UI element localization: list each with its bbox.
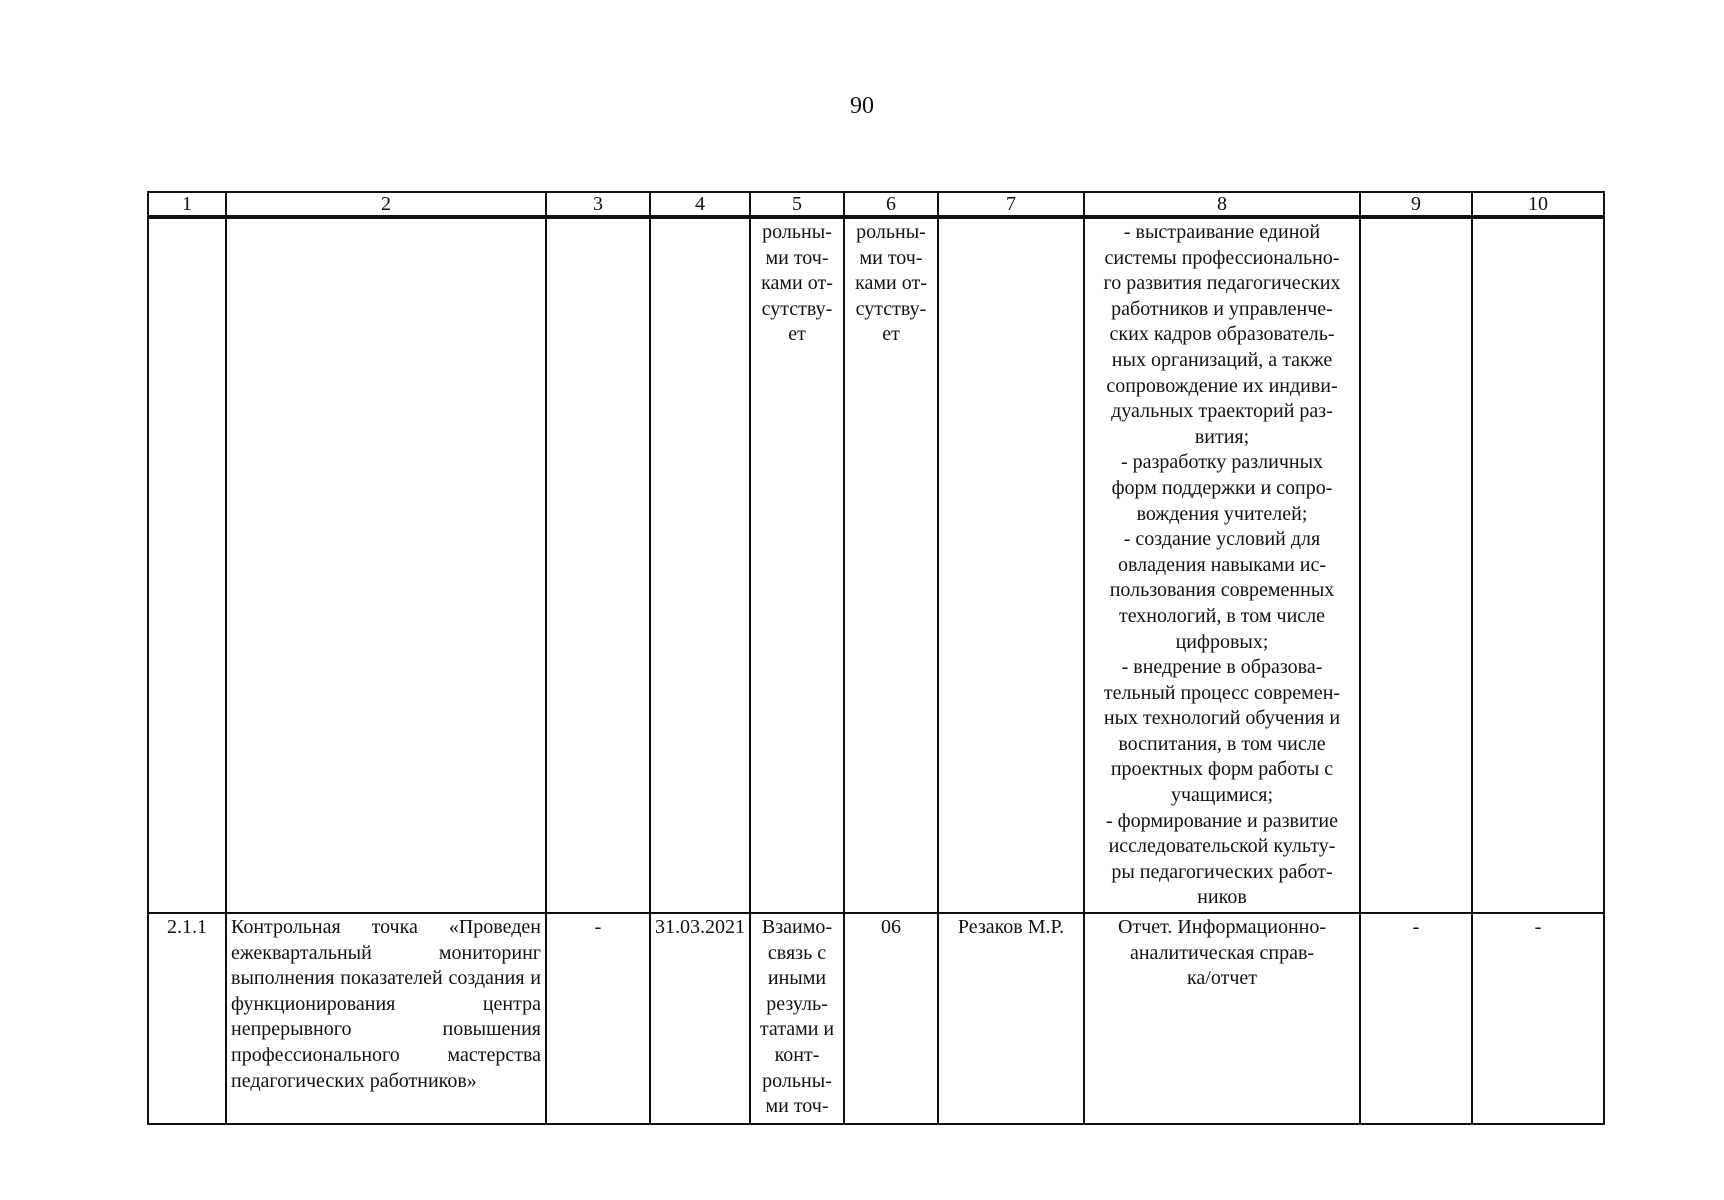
column-number-header: 1 [148, 192, 226, 217]
table-cell [650, 217, 750, 913]
table-cell [938, 217, 1084, 913]
table-cell: рольны- ми точ- ками от- сутству- ет [844, 217, 938, 913]
column-number-header: 4 [650, 192, 750, 217]
table-header-row [148, 192, 1604, 217]
column-number-header: 2 [226, 192, 546, 217]
table-cell: рольны- ми точ- ками от- сутству- ет [750, 217, 844, 913]
table-cell: - [1360, 913, 1472, 1124]
table-cell: 2.1.1 [148, 913, 226, 1124]
table-cell [1360, 217, 1472, 913]
table-cell: - [1472, 913, 1604, 1124]
column-number-header: 7 [938, 192, 1084, 217]
table-cell: - [546, 913, 650, 1124]
column-number-header: 10 [1472, 192, 1604, 217]
table-cell: Отчет. Информационно- аналитическая справ- ка/отчет [1084, 913, 1360, 1124]
table-cell [148, 217, 226, 913]
data-table [147, 191, 1605, 1125]
table-cell: Взаимо- связь с иными резуль- татами и конт- рольны- ми точ- [750, 913, 844, 1124]
table-row [148, 217, 1604, 913]
table-cell [1472, 217, 1604, 913]
table-row [148, 913, 1604, 1124]
column-number-header: 3 [546, 192, 650, 217]
table-cell [226, 217, 546, 913]
table-cell: 06 [844, 913, 938, 1124]
table-cell: Резаков М.Р. [938, 913, 1084, 1124]
table-cell: Контрольная точка «Проведен ежеквартальный мониторинг выполнения показателей создания и функционирования центра непрерывного повышения профессионального мастерства педагогических работников» [226, 913, 546, 1124]
table-cell [546, 217, 650, 913]
column-number-header: 5 [750, 192, 844, 217]
table-cell: - выстраивание единой системы профессионально- го развития педагогических работников и управленче- ских кадров образователь- ных организаций, а также сопровождение их индиви- дуальных траекторий раз- вития; - разработку различных форм поддержки и сопро- вождения учителей; - создание условий для овладения навыками ис- пользования современных технологий, в том числе цифровых; - внедрение в образова- тельный процесс современ- ных технологий обучения и воспитания, в том числе проектных форм работы с учащимися; - формирование и развитие исследовательской культу- ры педагогических работ- ников [1084, 217, 1360, 913]
table-cell: 31.03.2021 [650, 913, 750, 1124]
column-number-header: 9 [1360, 192, 1472, 217]
column-number-header: 8 [1084, 192, 1360, 217]
page-number: 90 [850, 93, 874, 119]
column-number-header: 6 [844, 192, 938, 217]
